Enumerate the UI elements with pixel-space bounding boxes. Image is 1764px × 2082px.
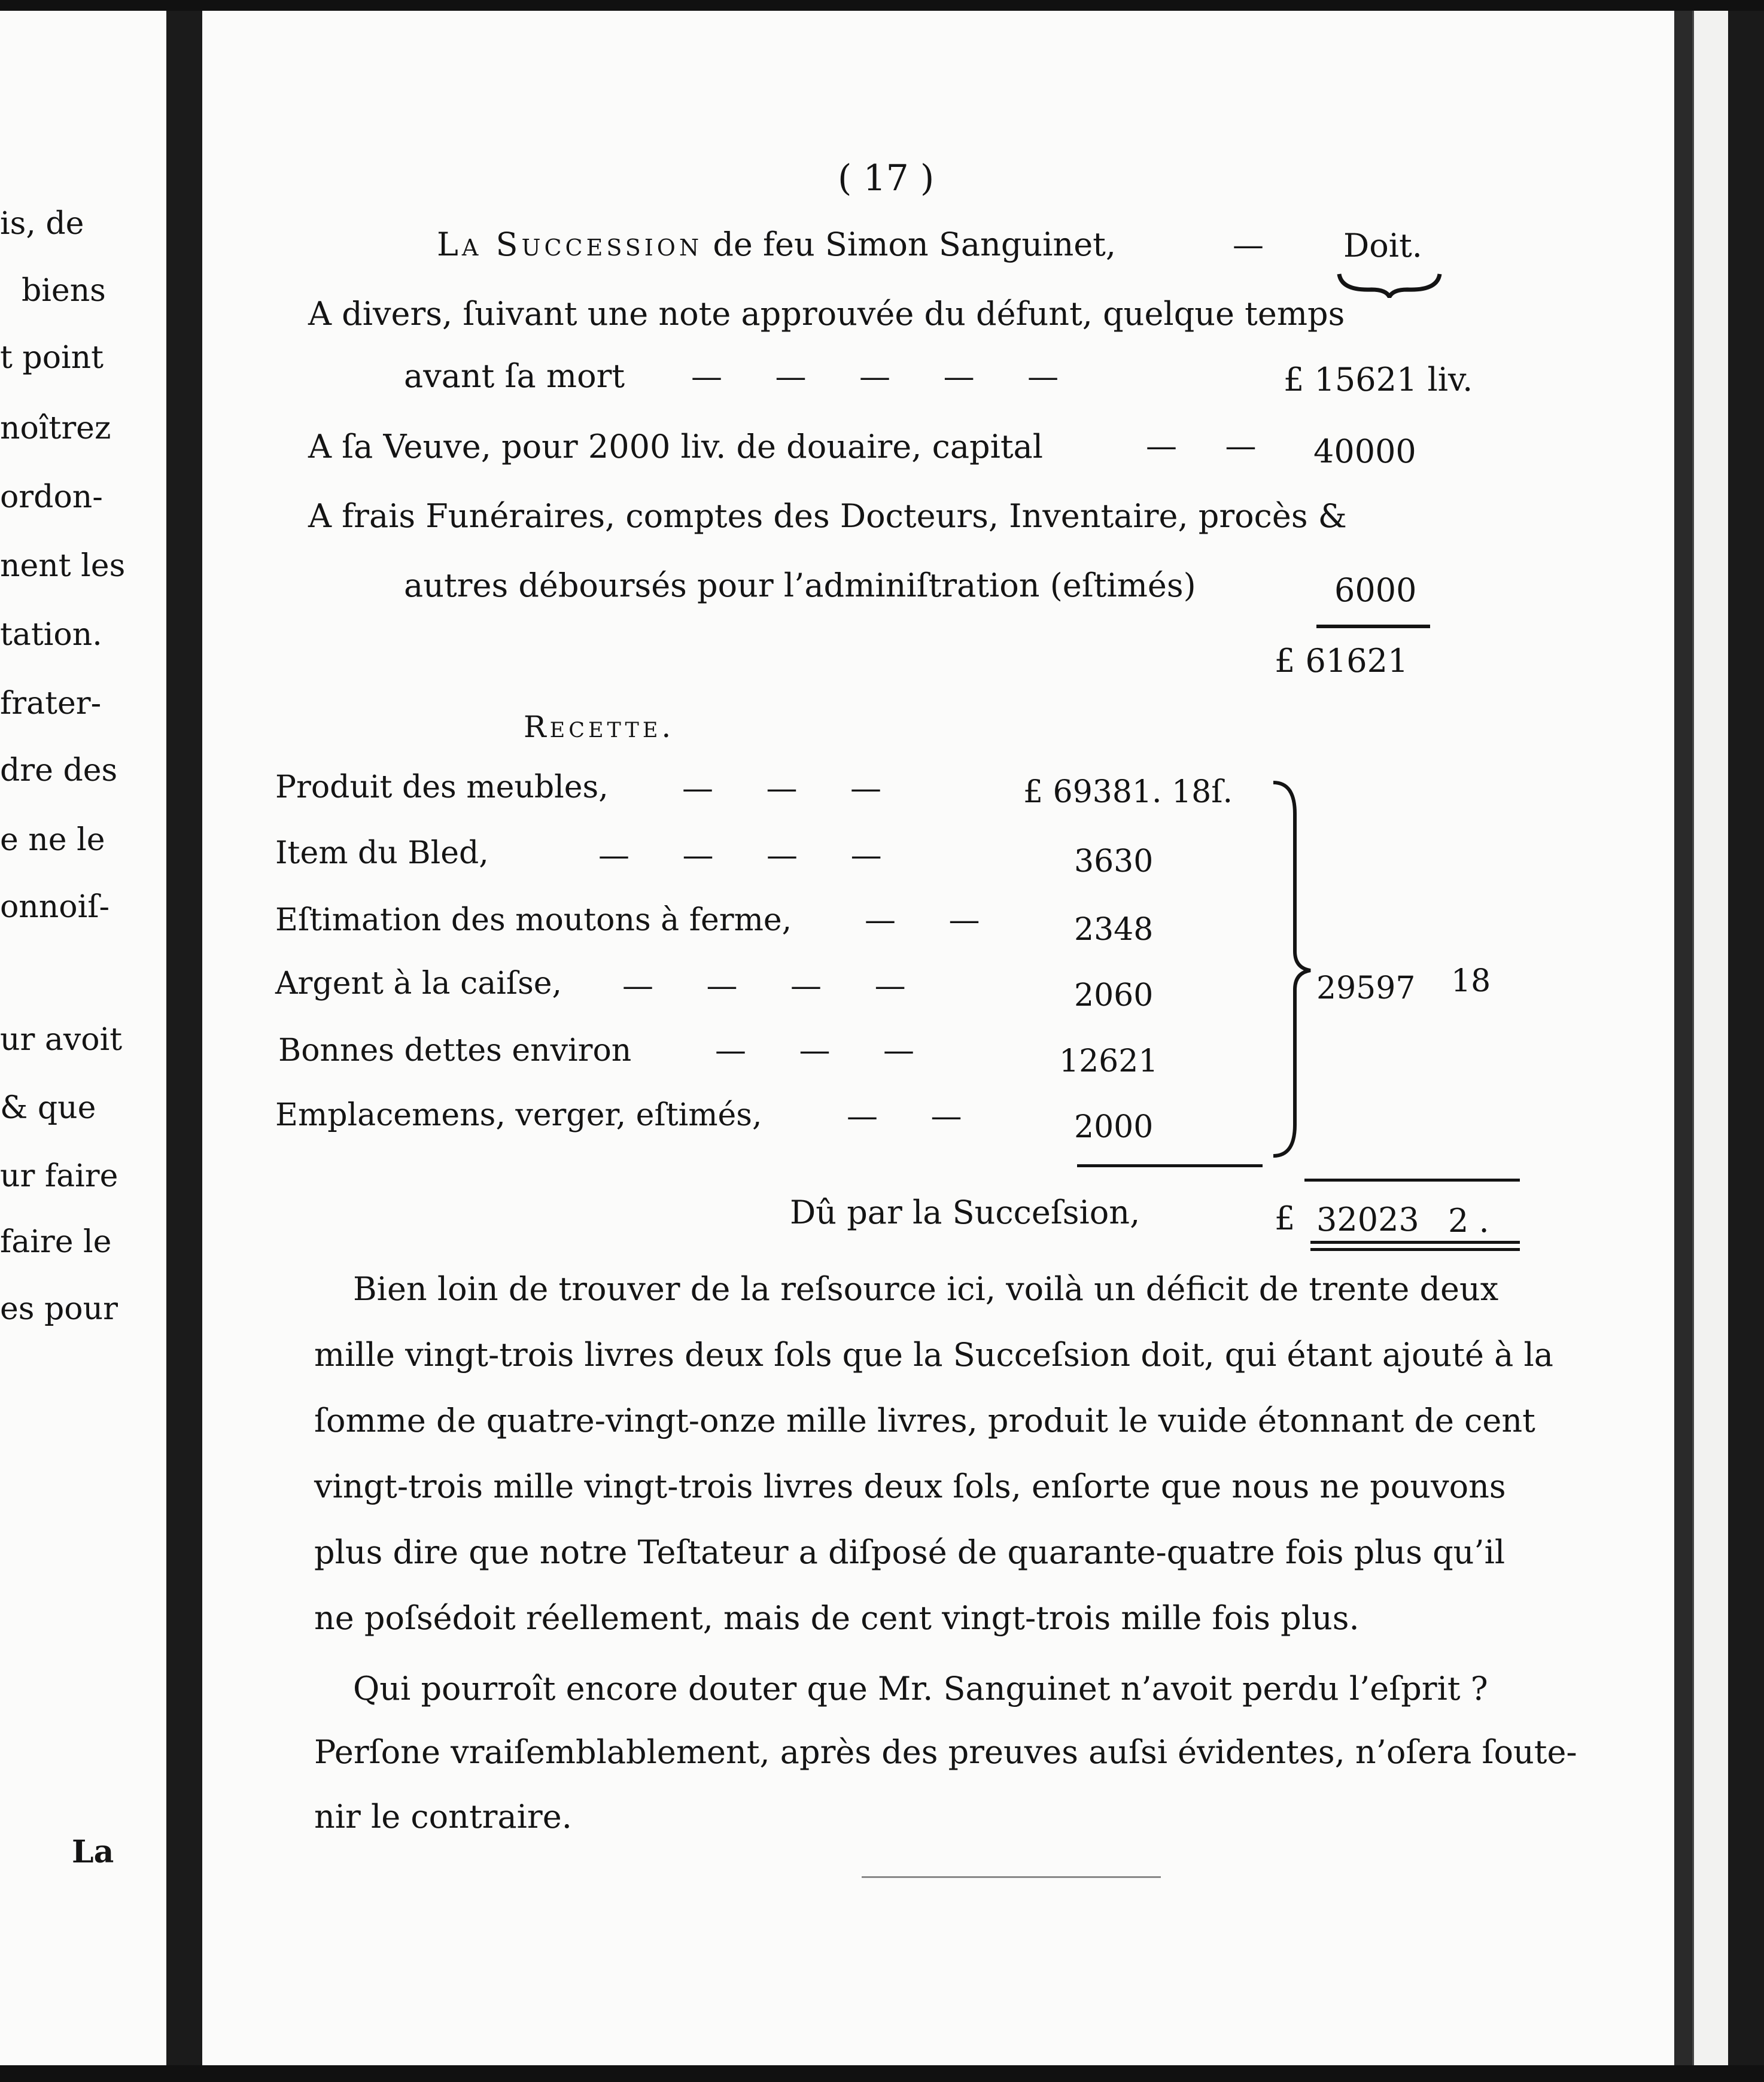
leader-dashes: — — — — [622, 968, 906, 1004]
receipt-label: Produit des meubles, [275, 769, 609, 805]
doit-underbrace-icon [1336, 270, 1443, 298]
end-ornament-rule [862, 1876, 1161, 1878]
doit-label: Doit. [1343, 227, 1422, 264]
receipts-heading: Recette. [524, 710, 675, 744]
receipt-label: Emplacemens, verger, eſtimés, [275, 1097, 762, 1133]
debit-item-line: A frais Funéraires, comptes des Docteurs, Inventaire, procès & [308, 497, 1347, 535]
receipt-amount: £ 69381. 18ſ. [1023, 774, 1233, 810]
debit-amount: £ 15621 liv. [1284, 361, 1473, 398]
left-fragment: biens [22, 273, 106, 309]
page-number: ( 17 ) [838, 157, 935, 199]
receipts-total: 29597 [1316, 970, 1416, 1006]
heading-dash: — [1233, 227, 1264, 263]
book-gutter [166, 0, 202, 2082]
leader-dashes: — — — — [598, 838, 882, 873]
receipt-amount: 3630 [1074, 844, 1154, 879]
paragraph-line: ſomme de quatre-vingt-onze mille livres, produit le vuide étonnant de cent [314, 1402, 1535, 1439]
leader-dashes: — — — [682, 771, 882, 806]
left-fragment: faire le [0, 1224, 112, 1260]
paragraph-line: mille vingt-trois livres deux ſols que la Succeſsion doit, qui étant ajouté à la [314, 1336, 1553, 1374]
debit-item-line: avant ſa mort [404, 357, 625, 395]
receipt-amount: 2060 [1074, 978, 1154, 1013]
right-brace-icon [1269, 778, 1316, 1161]
leader-dashes: — — — [715, 1033, 915, 1069]
leader-dashes: — — [847, 1098, 962, 1134]
due-top-rule [1304, 1179, 1520, 1182]
left-fragment: noîtrez [0, 410, 111, 446]
left-fragment: dre des [0, 753, 118, 789]
left-fragment: t point [0, 340, 104, 376]
receipt-label: Item du Bled, [275, 835, 489, 871]
leader-dashes: — — [1146, 428, 1257, 464]
page-edge-shadow [1674, 11, 1692, 2065]
leader-dashes: — — — — — [691, 359, 1059, 395]
paragraph-line: nir le contraire. [314, 1798, 572, 1836]
receipts-total-sols: 18 [1451, 963, 1491, 999]
left-fragment: e ne le [0, 822, 105, 858]
debit-heading [437, 226, 1117, 263]
due-amount: 32023 [1316, 1201, 1419, 1238]
receipts-sum-rule [1077, 1164, 1263, 1167]
left-fragment: ur faire [0, 1158, 118, 1194]
page-edge-strip [1692, 11, 1730, 2065]
receipt-amount: 12621 [1059, 1043, 1158, 1079]
left-fragment: & que [0, 1090, 96, 1126]
debit-heading-title: La Succession [437, 226, 703, 263]
debit-item-line: A divers, ſuivant une note approuvée du défunt, quelque temps [308, 295, 1345, 333]
receipt-label: Bonnes dettes environ [278, 1033, 632, 1069]
left-fragment: is, de [0, 206, 84, 242]
left-catchword: La [72, 1834, 114, 1870]
paragraph-line: vingt-trois mille vingt-trois livres deux ſols, enſorte que nous ne pouvons [314, 1468, 1506, 1505]
debit-amount: 40000 [1313, 433, 1416, 470]
receipt-amount: 2000 [1074, 1109, 1154, 1145]
due-sols: 2 . [1448, 1202, 1489, 1240]
paragraph-line: Perſone vraiſemblablement, après des preuves auſsi évidentes, n’oſera ſoute- [314, 1733, 1577, 1771]
debit-item-line: A ſa Veuve, pour 2000 liv. de douaire, capital [308, 428, 1044, 465]
due-label: Dû par la Succeſsion, [790, 1194, 1140, 1231]
left-fragment: tation. [0, 617, 102, 653]
receipt-label: Argent à la caiſse, [275, 966, 562, 1002]
left-fragment: onnoiſ- [0, 889, 110, 925]
debit-item-line: autres déboursés pour l’adminiſtration (eſtimés) [404, 567, 1196, 604]
paragraph-line: Bien loin de trouver de la reſsource ici, voilà un déficit de trente deux [353, 1270, 1499, 1308]
left-fragment: frater- [0, 686, 102, 722]
left-fragment: ur avoit [0, 1022, 123, 1058]
paragraph-line: ne poſsédoit réellement, mais de cent vingt-trois mille fois plus. [314, 1599, 1360, 1637]
leader-dashes: — — [865, 902, 980, 938]
scan-border-right [1728, 11, 1764, 2065]
left-fragment: ordon- [0, 479, 103, 515]
debit-amount: 6000 [1334, 571, 1417, 609]
due-double-rule-1 [1310, 1241, 1520, 1244]
left-fragment: nent les [0, 548, 126, 584]
due-double-rule-2 [1310, 1248, 1520, 1251]
paragraph-line: Qui pourroît encore douter que Mr. Sanguinet n’avoit perdu l’eſprit ? [353, 1670, 1488, 1707]
scan-border-top [0, 0, 1764, 11]
left-fragment: es pour [0, 1291, 118, 1327]
paragraph-line: plus dire que notre Teſtateur a diſposé de quarante-quatre fois plus qu’il [314, 1533, 1506, 1571]
debit-heading-subject: de feu Simon Sanguinet, [713, 226, 1117, 263]
debit-sum-rule [1316, 625, 1430, 628]
receipt-amount: 2348 [1074, 912, 1154, 948]
debit-total: £ 61621 [1275, 642, 1409, 680]
receipt-label: Eſtimation des moutons à ferme, [275, 902, 792, 938]
scan-border-bottom [0, 2065, 1764, 2082]
due-currency: £ [1275, 1200, 1295, 1237]
